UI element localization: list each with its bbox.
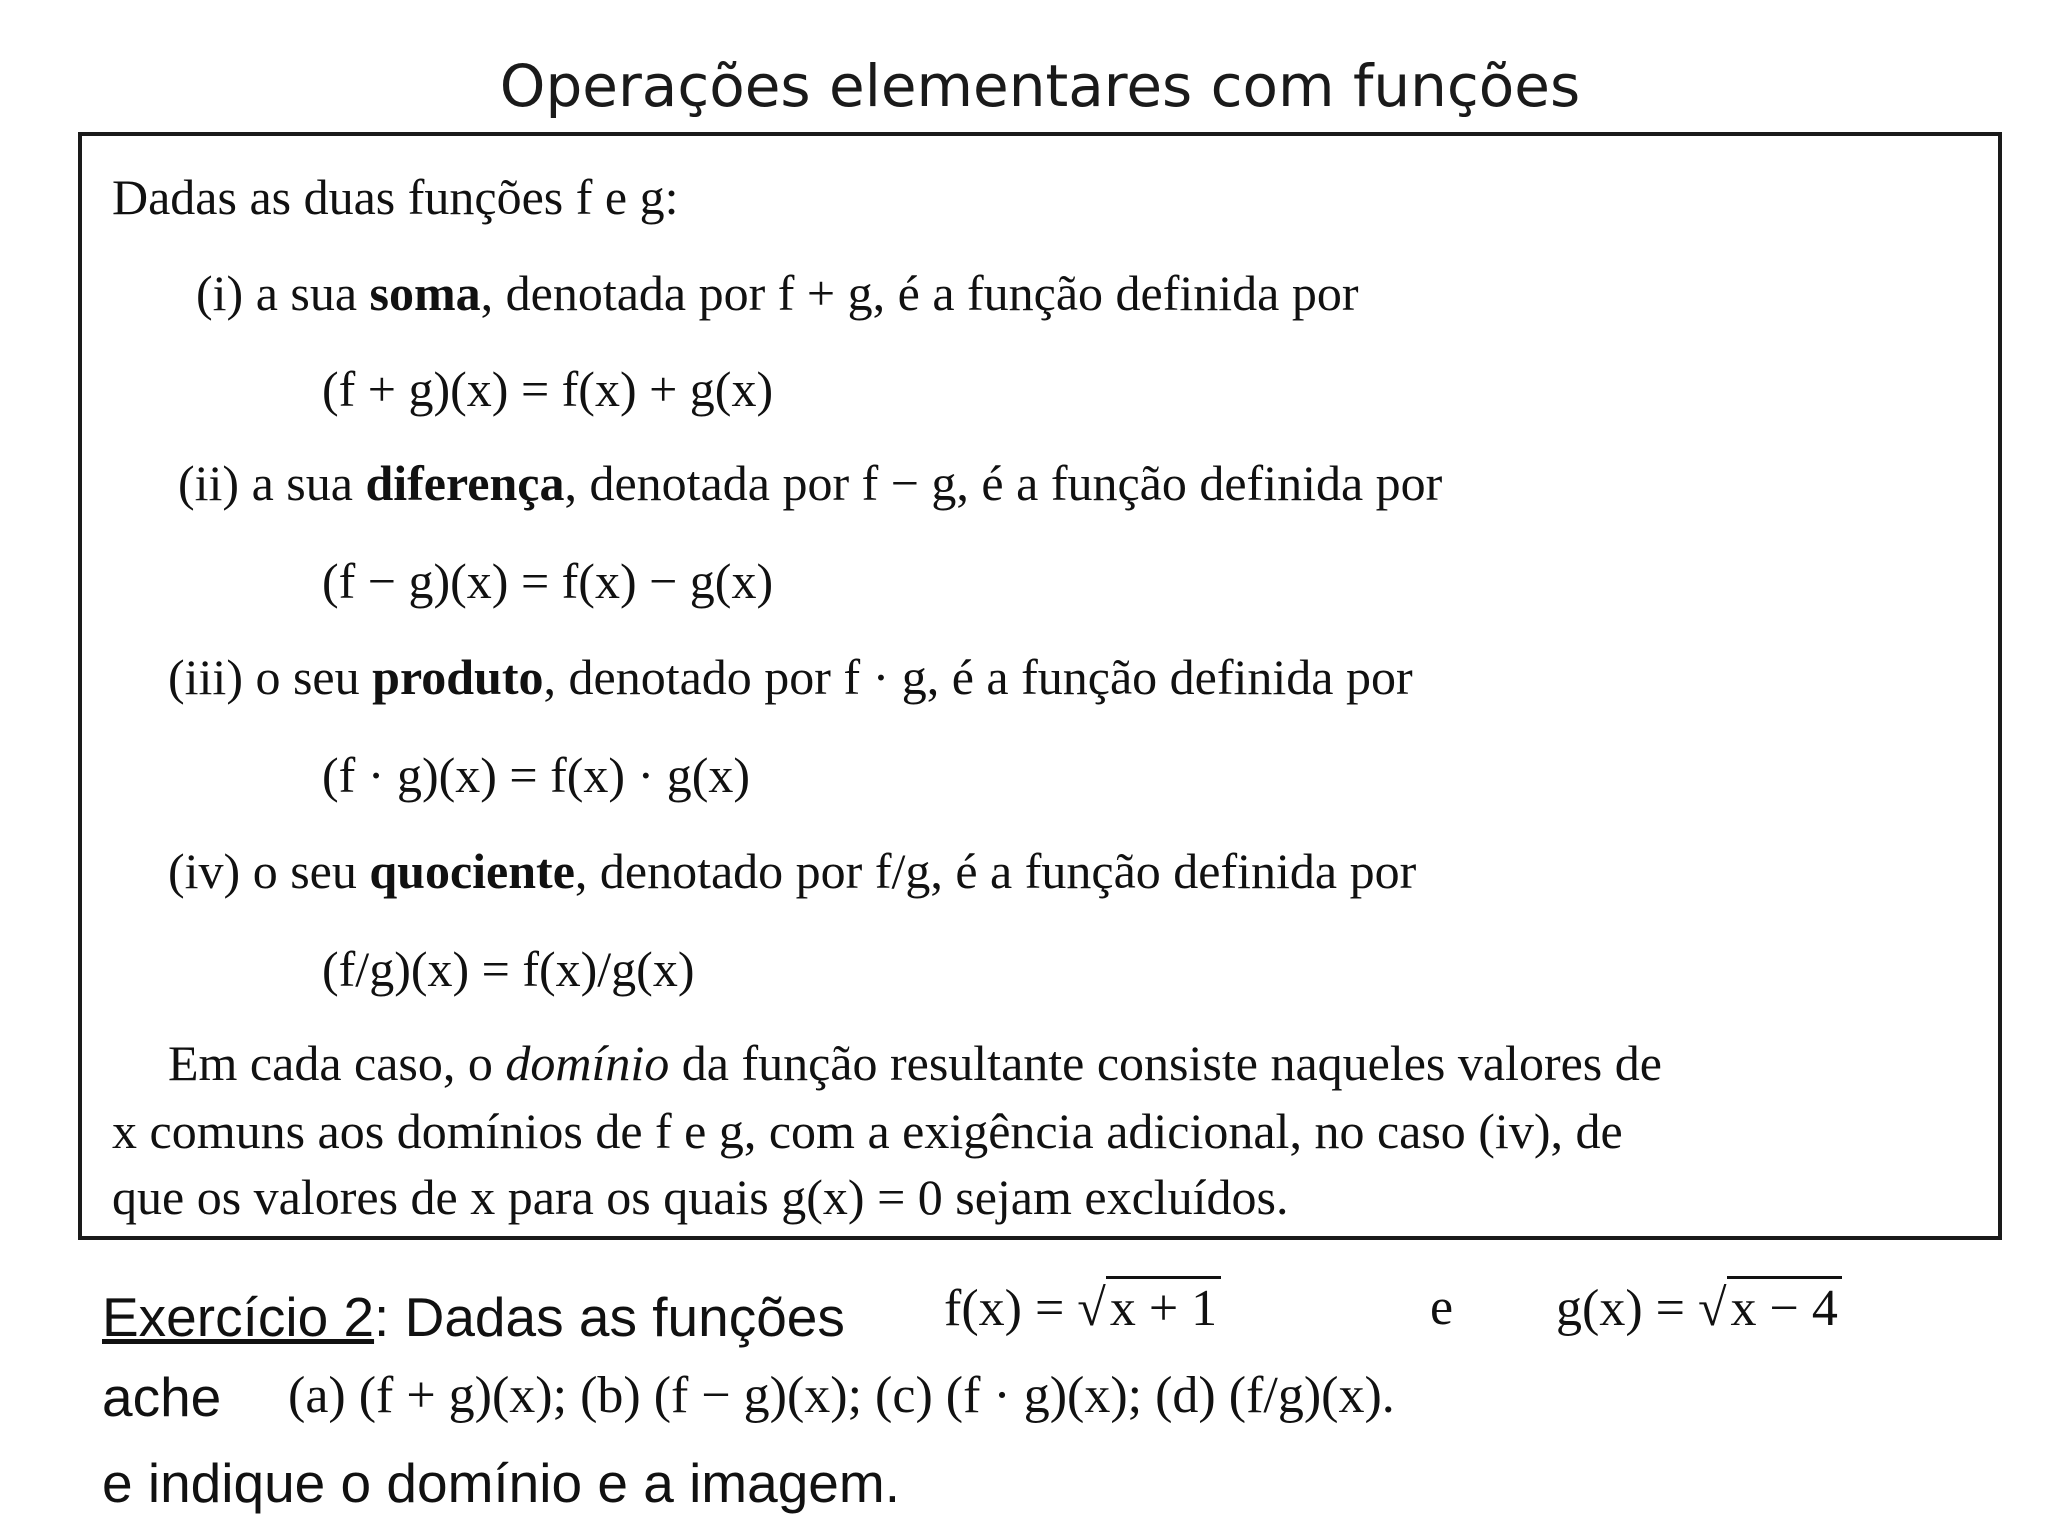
formula-quotient: (f/g)(x) = f(x)/g(x) xyxy=(322,941,695,997)
f-definition xyxy=(944,1276,1221,1335)
page-title: Operações elementares com funções xyxy=(499,52,1581,120)
formula-sum: (f + g)(x) = f(x) + g(x) xyxy=(322,361,774,417)
item-ii-text: , denotada por f − g, é a função definida por xyxy=(564,455,1443,511)
item-iv-label: (iv) o seu xyxy=(168,843,357,899)
item-i xyxy=(196,265,1359,321)
connector-e: e xyxy=(1430,1279,1454,1336)
item-ii-keyword: diferença xyxy=(365,455,565,511)
exercise-parts: (a) (f + g)(x); (b) (f − g)(x); (c) (f · g)(x); (d) (f/g)(x). xyxy=(288,1367,1395,1424)
item-i-label: (i) a sua xyxy=(196,265,358,321)
closing-line-1-start: Em cada caso, o xyxy=(168,1035,493,1091)
g-def-left: g(x) = xyxy=(1556,1280,1698,1337)
item-iv xyxy=(168,843,1417,899)
item-ii-label: (ii) a sua xyxy=(178,455,353,511)
ache-word: ache xyxy=(102,1366,222,1428)
exercise-label: Exercício 2 xyxy=(102,1286,375,1348)
g-radicand: x − 4 xyxy=(1727,1276,1842,1335)
item-iii-text: , denotado por f · g, é a função definida por xyxy=(543,649,1413,705)
item-ii xyxy=(178,455,1443,511)
item-iii xyxy=(168,649,1413,705)
item-iv-keyword: quociente xyxy=(369,843,575,899)
item-iii-label: (iii) o seu xyxy=(168,649,360,705)
f-def-left: f(x) = xyxy=(944,1280,1078,1337)
item-i-keyword: soma xyxy=(369,265,481,321)
formula-product: (f · g)(x) = f(x) · g(x) xyxy=(322,747,751,803)
sqrt-g: √x − 4 xyxy=(1698,1276,1842,1335)
closing-line-1-end: da função resultante consiste naqueles valores de xyxy=(681,1035,1662,1091)
closing-line-1 xyxy=(168,1035,1662,1091)
item-iii-keyword: produto xyxy=(372,649,544,705)
item-i-text: , denotada por f + g, é a função definida por xyxy=(480,265,1359,321)
closing-line-2: x comuns aos domínios de f e g, com a exigência adicional, no caso (iv), de xyxy=(112,1103,1623,1159)
item-iv-text: , denotado por f/g, é a função definida por xyxy=(574,843,1417,899)
closing-line-1-emphasis: domínio xyxy=(505,1035,670,1091)
definition-intro: Dadas as duas funções f e g: xyxy=(112,169,679,225)
exercise-final: e indique o domínio e a imagem. xyxy=(102,1452,900,1514)
formula-difference: (f − g)(x) = f(x) − g(x) xyxy=(322,553,774,609)
exercise-intro: : Dadas as funções xyxy=(374,1286,845,1348)
sqrt-f: √x + 1 xyxy=(1077,1276,1221,1335)
exercise-heading xyxy=(102,1286,845,1348)
g-definition xyxy=(1556,1276,1842,1335)
f-radicand: x + 1 xyxy=(1106,1276,1221,1335)
closing-line-3: que os valores de x para os quais g(x) = 0 sejam excluídos. xyxy=(112,1169,1289,1225)
